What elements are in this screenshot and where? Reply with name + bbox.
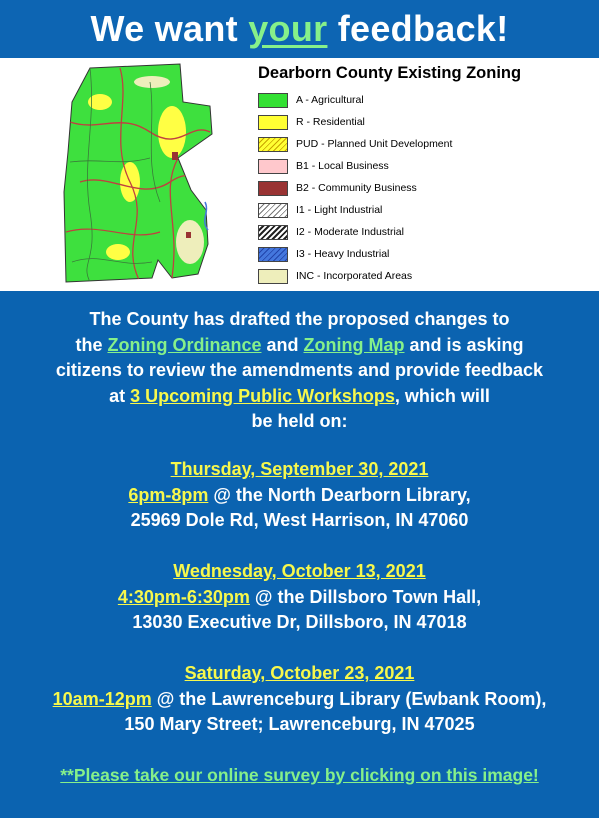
legend-item <box>258 111 588 133</box>
intro-line-4 <box>0 384 599 410</box>
event-1 <box>0 457 599 534</box>
intro-line-2 <box>0 333 599 359</box>
zoning-map-link[interactable]: Zoning Map <box>303 334 405 355</box>
legend-item <box>258 89 588 111</box>
legend-swatch <box>258 93 288 108</box>
legend-item <box>258 265 588 287</box>
intro-line-2-mid: and <box>261 334 304 355</box>
header-banner <box>0 0 599 58</box>
intro-line-5: be held on: <box>251 411 348 431</box>
legend-swatch <box>258 159 288 174</box>
event-date: Wednesday, October 13, 2021 <box>173 561 426 581</box>
legend-item <box>258 243 588 265</box>
legend-item <box>258 155 588 177</box>
legend-item <box>258 199 588 221</box>
legend-label: I3 - Heavy Industrial <box>296 248 390 260</box>
event-time: 10am-12pm <box>52 688 152 709</box>
event-venue: @ the Lawrenceburg Library (Ewbank Room), <box>151 688 547 709</box>
intro-line-3: citizens to review the amendments and provide feedback <box>55 360 544 380</box>
info-body <box>0 291 599 818</box>
intro-text <box>0 307 599 435</box>
page-title <box>90 8 508 50</box>
zoning-legend <box>258 64 588 287</box>
public-workshops-link[interactable]: 3 Upcoming Public Workshops <box>130 385 395 406</box>
event-address: 150 Mary Street; Lawrenceburg, IN 47025 <box>124 714 475 734</box>
event-date: Saturday, October 23, 2021 <box>184 663 415 683</box>
intro-line-1: The County has drafted the proposed changes to <box>89 309 510 329</box>
event-venue: @ the Dillsboro Town Hall, <box>249 586 482 607</box>
title-pre: We want <box>90 8 249 49</box>
legend-items <box>258 89 588 287</box>
intro-line-2-pre: the <box>75 334 108 355</box>
legend-label: B2 - Community Business <box>296 182 417 194</box>
legend-swatch <box>258 225 288 240</box>
legend-label: B1 - Local Business <box>296 160 389 172</box>
legend-label: I1 - Light Industrial <box>296 204 383 216</box>
event-address: 13030 Executive Dr, Dillsboro, IN 47018 <box>132 612 467 632</box>
zoning-map-panel[interactable] <box>0 58 599 291</box>
event-3 <box>0 661 599 738</box>
county-map-image <box>60 62 220 284</box>
legend-swatch <box>258 269 288 284</box>
event-venue: @ the North Dearborn Library, <box>208 484 471 505</box>
legend-item <box>258 221 588 243</box>
legend-label: I2 - Moderate Industrial <box>296 226 404 238</box>
event-time: 4:30pm-6:30pm <box>117 586 250 607</box>
intro-line-4-post: , which will <box>394 385 490 406</box>
event-2 <box>0 559 599 636</box>
legend-item <box>258 177 588 199</box>
intro-line-4-pre: at <box>109 385 131 406</box>
intro-line-2-post: and is asking <box>404 334 524 355</box>
event-address: 25969 Dole Rd, West Harrison, IN 47060 <box>130 510 469 530</box>
legend-swatch <box>258 137 288 152</box>
legend-swatch <box>258 115 288 130</box>
legend-label: PUD - Planned Unit Development <box>296 138 453 150</box>
legend-swatch <box>258 181 288 196</box>
legend-label: A - Agricultural <box>296 94 364 106</box>
legend-title: Dearborn County Existing Zoning <box>258 64 522 82</box>
zoning-ordinance-link[interactable]: Zoning Ordinance <box>107 334 262 355</box>
legend-swatch <box>258 203 288 218</box>
online-survey-link[interactable]: **Please take our online survey by clicking on this image! <box>60 765 539 785</box>
legend-label: INC - Incorporated Areas <box>296 270 413 282</box>
legend-item <box>258 133 588 155</box>
event-time: 6pm-8pm <box>128 484 209 505</box>
event-date: Thursday, September 30, 2021 <box>170 459 429 479</box>
legend-swatch <box>258 247 288 262</box>
legend-label: R - Residential <box>296 116 365 128</box>
title-emphasis: your <box>248 8 328 49</box>
title-post: feedback! <box>327 8 509 49</box>
